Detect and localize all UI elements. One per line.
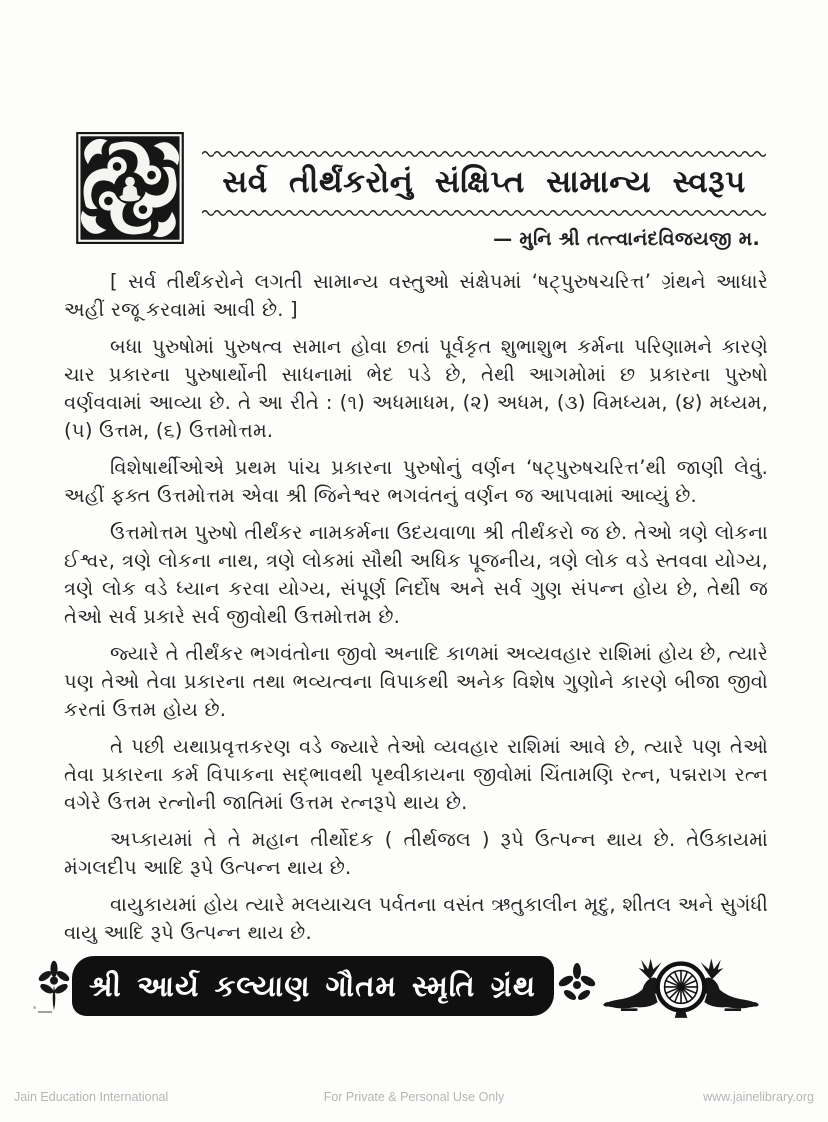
floral-flourish-icon [556,955,598,1017]
body-paragraph: બધા પુરુષોમાં પુરુષત્વ સમાન હોવા છતાં પૂર્વકૃત શુભાશુભ કર્મના પરિણામને કારણે ચાર પ્રકારના પુરુષાર્થોની સાધનામાં ભેદ પડે છે, તેથી આગમોમાં છ પ્રકારના પુરુષો વર્ણવવામાં આવ્યા છે. તે આ રીતે : (૧) અધમાધમ, (૨) અધમ, (૩) વિમધ્યમ, (૪) મધ્યમ, (૫) ઉત્તમ, (૬) ઉત્તમોત્તમ. [64,335,768,442]
body-paragraph: વાયુકાયમાં હોય ત્યારે મલયાચલ પર્વતના વસંત ઋતુકાલીન મૃદુ, શીતલ અને સુગંધી વાયુ આદિ રૂપે ઉત્પન્ન થાય છે. [64,893,768,944]
footer-publisher: Jain Education International [14,1090,169,1104]
banner-bar [74,958,552,1014]
scan-artifact [33,1006,36,1009]
wavy-rule [202,207,766,216]
book-title-banner [36,948,792,1024]
deer-dharma-wheel-emblem-icon [602,950,760,1022]
floral-flourish-icon [36,955,72,1017]
body-paragraph: અપ્કાયમાં તે તે મહાન તીર્થોદક ( તીર્થજલ ) રૂપે ઉત્પન્ન થાય છે. તેઉકાયમાં મંગલદીપ આદિ રૂપે ઉત્પન્ન થાય છે. [64,828,768,879]
footer-website: www.jainelibrary.org [703,1090,814,1104]
article-body [64,268,768,956]
page-footer [14,1090,814,1104]
jina-meditation-woodcut-icon [76,132,184,244]
intro-note-paragraph: [ સર્વ તીર્થંકરોને લગતી સામાન્ય વસ્તુઓ સંક્ષેપમાં ‘ષટ્પુરુષચરિત્ત’ ગ્રંથને આધારે અહીં રજૂ કરવામાં આવી છે. ] [64,270,768,321]
body-paragraph: જ્યારે તે તીર્થંકર ભગવંતોના જીવો અનાદિ કાળમાં અવ્યવહાર રાશિમાં હોય છે, ત્યારે પણ તેઓ તેવા પ્રકારના તથા ભવ્યત્વના વિપાકથી અનેક વિશેષ ગુણોને કારણે બીજા જીવો કરતાં ઉત્તમ હોય છે. [64,642,768,721]
scan-artifact [38,1011,52,1013]
body-paragraph: તે પછી યથાપ્રવૃત્તકરણ વડે જ્યારે તેઓ વ્યવહાર રાશિમાં આવે છે, ત્યારે પણ તેઓ તેવા પ્રકારના કર્મ વિપાકના સદ્ભાવથી પૃથ્વીકાયના જીવોમાં ચિંતામણિ રત્ન, પદ્મરાગ રત્ન વગેરે ઉત્તમ રત્નોની જાતિમાં ઉત્તમ રત્નરૂપે થાય છે. [64,735,768,814]
body-paragraph: ઉત્તમોત્તમ પુરુષો તીર્થંકર નામકર્મના ઉદયવાળા શ્રી તીર્થંકરો જ છે. તેઓ ત્રણે લોકના ઈશ્વર, ત્રણે લોકના નાથ, ત્રણે લોકમાં સૌથી અધિક પૂજનીય, ત્રણે લોક વડે સ્તવવા યોગ્ય, ત્રણે લોક વડે ધ્યાન કરવા યોગ્ય, સંપૂર્ણ નિર્દોષ અને સર્વ ગુણ સંપન્ન હોય છે, તેથી જ તેઓ સર્વ પ્રકારે સર્વ જીવોથી ઉત્તમોત્તમ છે. [64,521,768,628]
page-title: સર્વ તીર્થંકરોનું સંક્ષિપ્ત સામાન્ય સ્વરૂપ [222,164,746,200]
wavy-rule [202,148,766,157]
footer-usage-note: For Private & Personal Use Only [323,1090,505,1104]
body-paragraph: વિશેષાર્થીઓએ પ્રથમ પાંચ પ્રકારના પુરુષોનું વર્ણન ‘ષટ્પુરુષચરિત્ત’થી જાણી લેવું. અહીં ફક્ત ઉત્તમોત્તમ એવા શ્રી જિનેશ્વર ભગવંતનું વર્ણન જ આપવામાં આવ્યું છે. [64,456,768,507]
banner-title: શ્રી આર્ય કલ્યાણ ગૌતમ સ્મૃતિ ગ્રંથ [88,968,538,1003]
page-header [76,132,766,250]
author-attribution: — મુનિ શ્રી તત્ત્વાનંદવિજયજી મ. [493,228,760,251]
